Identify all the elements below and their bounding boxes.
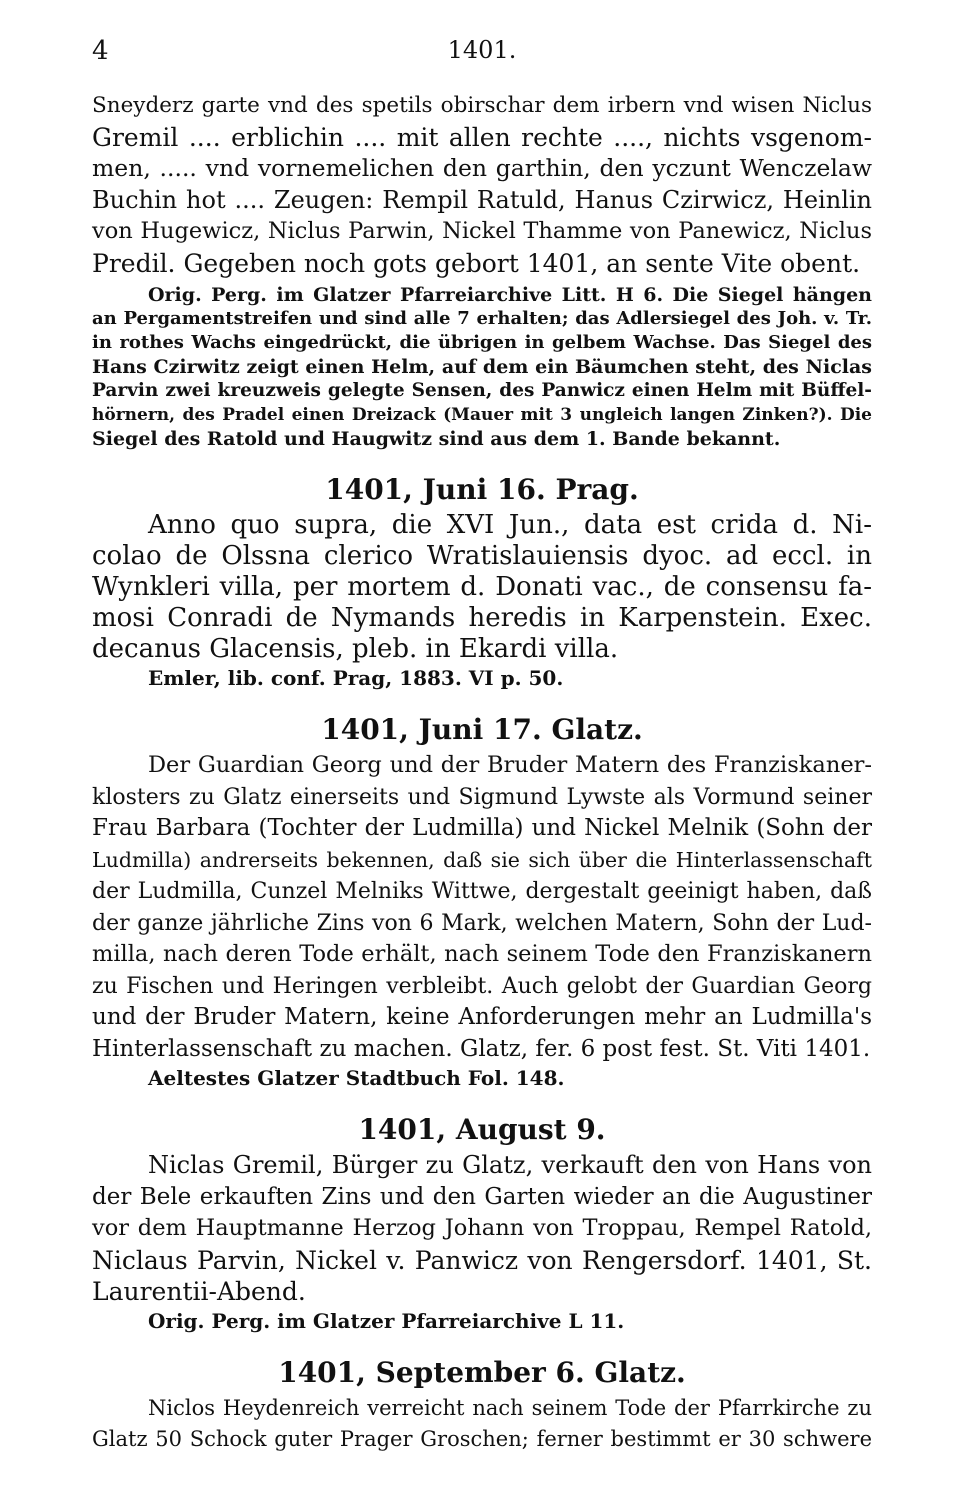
entry-body xyxy=(92,90,872,279)
text-line: Sneyderz garte vnd des spetils obirschar dem irbern vnd wisen Niclus xyxy=(92,93,872,118)
text-line: Ludmilla) andrerseits bekennen, daß sie sich über die Hinterlassenschaft xyxy=(92,847,872,872)
entry-continued xyxy=(92,90,872,451)
source-note: Emler, lib. conf. Prag, 1883. VI p. 50. xyxy=(148,666,564,690)
entry-heading: 1401, Juni 16. Prag. xyxy=(325,473,639,506)
text-line: Hinterlassenschaft zu machen. Glatz, fer. 6 post fest. St. Viti 1401. xyxy=(92,1035,871,1062)
entry-body xyxy=(92,1150,872,1308)
text-line: von Hugewicz, Niclus Parwin, Nickel Thamme von Panewicz, Niclus xyxy=(92,218,872,244)
page-number: 4 xyxy=(92,36,109,66)
note-line: Orig. Perg. im Glatzer Pfarreiarchive Litt. H 6. Die Siegel hängen xyxy=(148,284,872,306)
text-line: Frau Barbara (Tochter der Ludmilla) und Nickel Melnik (Sohn der xyxy=(92,815,872,841)
text-line: klosters zu Glatz einerseits und Sigmund Lywste als Vormund seiner xyxy=(92,784,872,810)
note-line: an Pergamentstreifen und sind alle 7 erhalten; das Adlersiegel des Joh. v. Tr. xyxy=(92,308,872,329)
text-line: Buchin hot .... Zeugen: Rempil Ratuld, Hanus Czirwicz, Heinlin xyxy=(92,185,872,214)
entry xyxy=(92,473,872,691)
text-line: Niclas Gremil, Bürger zu Glatz, verkauft den von Hans von xyxy=(148,1151,872,1179)
text-line: men, ..... vnd vornemelichen den garthin, den yczunt Wenczelaw xyxy=(92,154,872,182)
source-note: Orig. Perg. im Glatzer Pfarreiarchive L 11. xyxy=(148,1308,625,1333)
note-line: Siegel des Ratold und Haugwitz sind aus dem 1. Bande bekannt. xyxy=(92,428,781,450)
text-line: Der Guardian Georg und der Bruder Matern des Franziskaner- xyxy=(148,752,872,778)
entry-heading: 1401, August 9. xyxy=(358,1113,606,1146)
entry xyxy=(92,1356,872,1456)
entry-heading: 1401, Juni 17. Glatz. xyxy=(321,713,643,746)
text-line: Niclos Heydenreich verreicht nach seinem Tode der Pfarrkirche zu xyxy=(148,1395,872,1420)
text-line: der Ludmilla, Cunzel Melniks Wittwe, dergestalt geeinigt haben, daß xyxy=(92,879,872,904)
entry-body xyxy=(92,1393,872,1456)
note-line: hörnern, des Pradel einen Dreizack (Mauer mit 3 ungleich langen Zinken?). Die xyxy=(92,405,872,425)
note-line: Parvin zwei kreuzweis gelegte Sensen, des Panwicz einen Helm mit Büffel- xyxy=(92,380,872,401)
text-line: milla, nach deren Tode erhält, nach seinem Tode den Franziskanern xyxy=(92,941,872,967)
text-line: Niclaus Parvin, Nickel v. Panwicz von Rengersdorf. 1401, St. xyxy=(92,1245,872,1275)
running-head: 1401. xyxy=(447,36,517,64)
text-line: Gremil .... erblichin .... mit allen rechte ...., nichts vsgenom- xyxy=(92,122,872,152)
text-line: Predil. Gegeben noch gots gebort 1401, an sente Vite obent. xyxy=(92,248,861,278)
text-line: Laurentii-Abend. xyxy=(92,1277,306,1306)
source-note xyxy=(92,283,872,451)
text-line: mosi Conradi de Nymands heredis in Karpenstein. Exec. xyxy=(92,603,872,633)
text-line: colao de Olssna clerico Wratislauiensis dyoc. ad eccl. in xyxy=(92,541,872,571)
entry xyxy=(92,713,872,1091)
entry xyxy=(92,1113,872,1334)
text-line: zu Fischen und Heringen verbleibt. Auch gelobt der Guardian Georg xyxy=(92,973,872,999)
document-page xyxy=(92,36,872,1456)
text-line: Wynkleri villa, per mortem d. Donati vac., de consensu fa- xyxy=(92,572,872,602)
text-line: Anno quo supra, die XVI Jun., data est crida d. Ni- xyxy=(148,510,872,540)
entry-heading: 1401, September 6. Glatz. xyxy=(278,1355,686,1389)
text-line: decanus Glacensis, pleb. in Ekardi villa. xyxy=(92,634,619,664)
entry-body xyxy=(92,750,872,1065)
page-header xyxy=(92,36,872,76)
source-note: Aeltestes Glatzer Stadtbuch Fol. 148. xyxy=(148,1066,565,1090)
text-line: Glatz 50 Schock guter Prager Groschen; ferner bestimmt er 30 schwere xyxy=(92,1427,872,1451)
note-line: in rothes Wachs eingedrückt, die übrigen in gelbem Wachse. Das Siegel des xyxy=(92,332,872,353)
text-line: vor dem Hauptmanne Herzog Johann von Troppau, Rempel Ratold, xyxy=(92,1215,872,1241)
entry-body xyxy=(92,510,872,665)
text-line: der Bele erkauften Zins und den Garten wieder an die Augustiner xyxy=(92,1183,872,1210)
text-line: der ganze jährliche Zins von 6 Mark, welchen Matern, Sohn der Lud- xyxy=(92,910,872,936)
text-line: und der Bruder Matern, keine Anforderungen mehr an Ludmilla's xyxy=(92,1004,872,1030)
note-line: Hans Czirwitz zeigt einen Helm, auf dem ein Bäumchen steht, des Niclas xyxy=(92,356,872,378)
